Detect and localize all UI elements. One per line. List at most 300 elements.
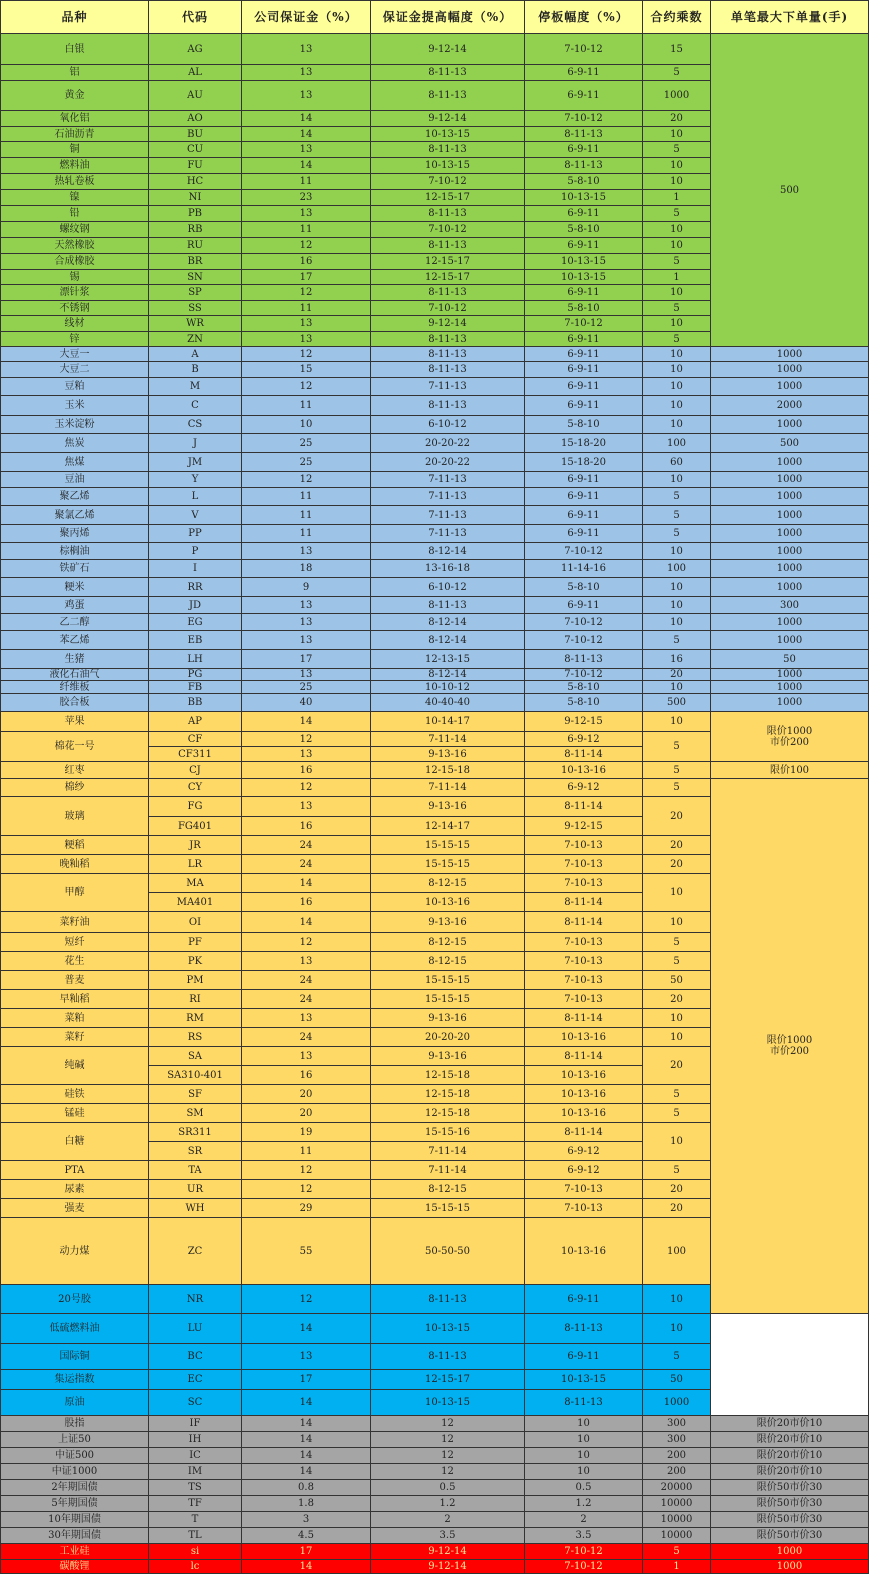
margin-raise-cell: 8-12-14 xyxy=(371,614,525,631)
variety-cell: 工业硅 xyxy=(1,1544,149,1560)
multiplier-cell: 5 xyxy=(643,952,711,971)
margin-cell: 11 xyxy=(242,301,371,316)
max-order-cell: 限价20市价10 xyxy=(711,1464,869,1480)
multiplier-cell: 300 xyxy=(643,1416,711,1432)
variety-cell: 原油 xyxy=(1,1390,149,1416)
margin-raise-cell: 2 xyxy=(371,1512,525,1528)
variety-cell: 花生 xyxy=(1,952,149,971)
margin-cell: 11 xyxy=(242,506,371,525)
table-row xyxy=(1,347,869,362)
multiplier-cell: 200 xyxy=(643,1448,711,1464)
multiplier-cell: 200 xyxy=(643,1464,711,1480)
margin-raise-cell: 8-12-15 xyxy=(371,952,525,971)
price-limit-cell: 8-11-14 xyxy=(525,1047,643,1066)
code-cell: CY xyxy=(149,779,242,797)
code-cell: SP xyxy=(149,285,242,301)
variety-cell: 豆油 xyxy=(1,472,149,488)
margin-raise-cell: 10-13-16 xyxy=(371,893,525,912)
variety-cell: 粳米 xyxy=(1,578,149,597)
table-row xyxy=(1,362,869,378)
margin-cell: 14 xyxy=(242,158,371,174)
code-cell: HC xyxy=(149,174,242,190)
price-limit-cell: 10-13-16 xyxy=(525,1218,643,1285)
price-limit-cell: 10-13-15 xyxy=(525,190,643,206)
margin-cell: 13 xyxy=(242,142,371,158)
margin-cell: 12 xyxy=(242,285,371,301)
price-limit-cell: 5-8-10 xyxy=(525,416,643,434)
variety-cell: 漂针浆 xyxy=(1,285,149,301)
price-limit-cell: 15-18-20 xyxy=(525,453,643,472)
table-row xyxy=(1,681,869,694)
code-cell: EC xyxy=(149,1370,242,1390)
margin-cell: 12 xyxy=(242,1285,371,1314)
price-limit-cell: 7-10-13 xyxy=(525,990,643,1009)
multiplier-cell: 5 xyxy=(643,488,711,506)
table-row xyxy=(1,1314,869,1344)
price-limit-cell: 3.5 xyxy=(525,1528,643,1544)
max-order-cell: 1000 xyxy=(711,506,869,525)
margin-raise-cell: 9-13-16 xyxy=(371,1047,525,1066)
multiplier-cell: 20 xyxy=(643,111,711,127)
variety-cell: 铜 xyxy=(1,142,149,158)
variety-cell: 黄金 xyxy=(1,81,149,111)
price-limit-cell: 7-10-12 xyxy=(525,631,643,650)
table-row xyxy=(1,525,869,543)
multiplier-cell: 5 xyxy=(643,762,711,779)
variety-cell: 国际铜 xyxy=(1,1344,149,1370)
table-row xyxy=(1,434,869,453)
multiplier-cell: 5 xyxy=(643,332,711,347)
price-limit-cell: 6-9-11 xyxy=(525,1285,643,1314)
code-cell: AU xyxy=(149,81,242,111)
price-limit-cell: 7-10-12 xyxy=(525,543,643,560)
variety-cell: 菜籽油 xyxy=(1,912,149,933)
variety-cell: 棉花一号 xyxy=(1,732,149,762)
price-limit-cell: 5-8-10 xyxy=(525,301,643,316)
margin-cell: 20 xyxy=(242,1085,371,1104)
margin-cell: 14 xyxy=(242,912,371,933)
margin-cell: 14 xyxy=(242,1416,371,1432)
code-cell: si xyxy=(149,1544,242,1560)
price-limit-cell: 2 xyxy=(525,1512,643,1528)
multiplier-cell: 500 xyxy=(643,694,711,712)
margin-cell: 25 xyxy=(242,453,371,472)
margin-raise-cell: 12 xyxy=(371,1464,525,1480)
code-cell: RI xyxy=(149,990,242,1009)
multiplier-cell: 5 xyxy=(643,631,711,650)
max-order-cell: 500 xyxy=(711,434,869,453)
variety-cell: 乙二醇 xyxy=(1,614,149,631)
variety-cell: 低硫燃料油 xyxy=(1,1314,149,1344)
max-order-cell: 1000 xyxy=(711,669,869,681)
multiplier-cell: 10 xyxy=(643,1285,711,1314)
code-cell: P xyxy=(149,543,242,560)
price-limit-cell: 8-11-14 xyxy=(525,893,643,912)
margin-cell: 17 xyxy=(242,270,371,285)
margin-raise-cell: 40-40-40 xyxy=(371,694,525,712)
price-limit-cell: 10-13-15 xyxy=(525,1370,643,1390)
variety-cell: 白银 xyxy=(1,34,149,65)
multiplier-cell: 20 xyxy=(643,990,711,1009)
margin-raise-cell: 12-14-17 xyxy=(371,817,525,836)
max-order-cell: 1000 xyxy=(711,525,869,543)
margin-raise-cell: 12 xyxy=(371,1416,525,1432)
margin-cell: 17 xyxy=(242,1370,371,1390)
code-cell: UR xyxy=(149,1180,242,1199)
code-cell: RM xyxy=(149,1009,242,1028)
variety-cell: 螺纹钢 xyxy=(1,222,149,238)
variety-cell: 早籼稻 xyxy=(1,990,149,1009)
table-row xyxy=(1,1344,869,1370)
price-limit-cell: 6-9-11 xyxy=(525,332,643,347)
margin-raise-cell: 9-13-16 xyxy=(371,797,525,817)
variety-cell: 30年期国债 xyxy=(1,1528,149,1544)
multiplier-cell: 5 xyxy=(643,301,711,316)
header-row xyxy=(1,1,869,34)
price-limit-cell: 6-9-11 xyxy=(525,472,643,488)
price-limit-cell: 8-11-13 xyxy=(525,1314,643,1344)
price-limit-cell: 8-11-13 xyxy=(525,158,643,174)
price-limit-cell: 5-8-10 xyxy=(525,222,643,238)
multiplier-cell: 10 xyxy=(643,712,711,732)
multiplier-cell: 5 xyxy=(643,525,711,543)
variety-cell: 尿素 xyxy=(1,1180,149,1199)
multiplier-cell: 10 xyxy=(643,597,711,614)
code-cell: TS xyxy=(149,1480,242,1496)
margin-cell: 15 xyxy=(242,362,371,378)
table-row xyxy=(1,1416,869,1432)
margin-raise-cell: 12-15-17 xyxy=(371,1370,525,1390)
price-limit-cell: 6-9-12 xyxy=(525,1142,643,1161)
variety-cell: 强麦 xyxy=(1,1199,149,1218)
code-cell: B xyxy=(149,362,242,378)
margin-cell: 13 xyxy=(242,952,371,971)
table-row xyxy=(1,1464,869,1480)
code-cell: A xyxy=(149,347,242,362)
multiplier-cell: 10 xyxy=(643,681,711,694)
variety-cell: 5年期国债 xyxy=(1,1496,149,1512)
margin-raise-cell: 8-11-13 xyxy=(371,1285,525,1314)
margin-raise-cell: 8-11-13 xyxy=(371,238,525,254)
margin-raise-cell: 0.5 xyxy=(371,1480,525,1496)
margin-raise-cell: 12-15-17 xyxy=(371,254,525,270)
margin-cell: 12 xyxy=(242,347,371,362)
code-cell: BR xyxy=(149,254,242,270)
margin-raise-cell: 8-11-13 xyxy=(371,597,525,614)
margin-cell: 13 xyxy=(242,65,371,81)
table-row xyxy=(1,1560,869,1574)
margin-cell: 13 xyxy=(242,669,371,681)
margin-raise-cell: 8-11-13 xyxy=(371,1344,525,1370)
margin-raise-cell: 8-11-13 xyxy=(371,142,525,158)
variety-cell: 不锈钢 xyxy=(1,301,149,316)
max-order-cell: 1000 xyxy=(711,681,869,694)
variety-cell: 集运指数 xyxy=(1,1370,149,1390)
header-company-margin: 公司保证金（%） xyxy=(242,1,371,34)
margin-cell: 4.5 xyxy=(242,1528,371,1544)
variety-cell: 粳稻 xyxy=(1,836,149,855)
code-cell: WR xyxy=(149,316,242,332)
multiplier-cell: 100 xyxy=(643,560,711,578)
code-cell: WH xyxy=(149,1199,242,1218)
code-cell: BU xyxy=(149,127,242,142)
price-limit-cell: 6-9-12 xyxy=(525,732,643,747)
code-cell: SA xyxy=(149,1047,242,1066)
margin-raise-cell: 12-15-18 xyxy=(371,1104,525,1123)
multiplier-cell: 10 xyxy=(643,1123,711,1161)
price-limit-cell: 10 xyxy=(525,1416,643,1432)
variety-cell: 普麦 xyxy=(1,971,149,990)
header-price-limit: 停板幅度（%） xyxy=(525,1,643,34)
margin-raise-cell: 7-11-13 xyxy=(371,488,525,506)
table-row xyxy=(1,597,869,614)
multiplier-cell: 5 xyxy=(643,732,711,762)
margin-cell: 11 xyxy=(242,525,371,543)
margin-cell: 9 xyxy=(242,578,371,597)
price-limit-cell: 6-9-11 xyxy=(525,238,643,254)
multiplier-cell: 5 xyxy=(643,779,711,797)
price-limit-cell: 9-12-15 xyxy=(525,817,643,836)
code-cell: V xyxy=(149,506,242,525)
table-row xyxy=(1,1544,869,1560)
multiplier-cell: 10 xyxy=(643,158,711,174)
variety-cell: 白糖 xyxy=(1,1123,149,1161)
multiplier-cell: 10 xyxy=(643,416,711,434)
header-multiplier: 合约乘数 xyxy=(643,1,711,34)
margin-cell: 14 xyxy=(242,1432,371,1448)
code-cell: MA xyxy=(149,874,242,893)
code-cell: MA401 xyxy=(149,893,242,912)
margin-raise-cell: 15-15-15 xyxy=(371,836,525,855)
code-cell: IF xyxy=(149,1416,242,1432)
code-cell: RR xyxy=(149,578,242,597)
code-cell: AL xyxy=(149,65,242,81)
margin-raise-cell: 12-13-15 xyxy=(371,650,525,669)
margin-cell: 11 xyxy=(242,1142,371,1161)
table-row xyxy=(1,631,869,650)
code-cell: LH xyxy=(149,650,242,669)
code-cell: CF311 xyxy=(149,747,242,762)
margin-raise-cell: 15-15-16 xyxy=(371,1123,525,1142)
table-row xyxy=(1,1390,869,1416)
variety-cell: 玻璃 xyxy=(1,797,149,836)
multiplier-cell: 15 xyxy=(643,34,711,65)
code-cell: RU xyxy=(149,238,242,254)
variety-cell: 铝 xyxy=(1,65,149,81)
max-order-cell: 1000 xyxy=(711,543,869,560)
margin-raise-cell: 12 xyxy=(371,1432,525,1448)
multiplier-cell: 300 xyxy=(643,1432,711,1448)
table-row xyxy=(1,1432,869,1448)
variety-cell: 热轧卷板 xyxy=(1,174,149,190)
margin-raise-cell: 3.5 xyxy=(371,1528,525,1544)
margin-cell: 13 xyxy=(242,316,371,332)
margin-cell: 14 xyxy=(242,1314,371,1344)
margin-raise-cell: 8-12-15 xyxy=(371,874,525,893)
max-order-cell: 1000 xyxy=(711,347,869,362)
max-order-cell: 1000 xyxy=(711,416,869,434)
max-order-cell: 2000 xyxy=(711,396,869,416)
code-cell: JM xyxy=(149,453,242,472)
margin-raise-cell: 9-12-14 xyxy=(371,111,525,127)
variety-cell: 焦煤 xyxy=(1,453,149,472)
max-order-cell: 1000 xyxy=(711,453,869,472)
margin-cell: 29 xyxy=(242,1199,371,1218)
margin-cell: 24 xyxy=(242,855,371,874)
multiplier-cell: 5 xyxy=(643,142,711,158)
code-cell: M xyxy=(149,378,242,396)
margin-cell: 17 xyxy=(242,650,371,669)
price-limit-cell: 7-10-12 xyxy=(525,1560,643,1574)
multiplier-cell: 10 xyxy=(643,1009,711,1028)
margin-raise-cell: 8-12-15 xyxy=(371,1180,525,1199)
multiplier-cell: 5 xyxy=(643,1344,711,1370)
code-cell: RS xyxy=(149,1028,242,1047)
header-code: 代码 xyxy=(149,1,242,34)
code-cell: JD xyxy=(149,597,242,614)
margin-cell: 20 xyxy=(242,1104,371,1123)
margin-cell: 25 xyxy=(242,681,371,694)
margin-raise-cell: 7-10-12 xyxy=(371,222,525,238)
code-cell: FB xyxy=(149,681,242,694)
variety-cell: 中证1000 xyxy=(1,1464,149,1480)
price-limit-cell: 6-9-11 xyxy=(525,597,643,614)
code-cell: RB xyxy=(149,222,242,238)
price-limit-cell: 6-9-11 xyxy=(525,206,643,222)
margin-cell: 14 xyxy=(242,127,371,142)
margin-cell: 14 xyxy=(242,1560,371,1574)
price-limit-cell: 7-10-13 xyxy=(525,1180,643,1199)
price-limit-cell: 6-9-11 xyxy=(525,65,643,81)
price-limit-cell: 10-13-16 xyxy=(525,1104,643,1123)
code-cell: AO xyxy=(149,111,242,127)
margin-cell: 16 xyxy=(242,254,371,270)
margin-raise-cell: 8-12-14 xyxy=(371,669,525,681)
variety-cell: 动力煤 xyxy=(1,1218,149,1285)
code-cell: NI xyxy=(149,190,242,206)
margin-raise-cell: 10-13-15 xyxy=(371,1390,525,1416)
margin-cell: 11 xyxy=(242,396,371,416)
margin-raise-cell: 10-14-17 xyxy=(371,712,525,732)
margin-raise-cell: 7-11-14 xyxy=(371,779,525,797)
variety-cell: 天然橡胶 xyxy=(1,238,149,254)
margin-cell: 12 xyxy=(242,933,371,952)
margin-raise-cell: 9-12-14 xyxy=(371,34,525,65)
margin-raise-cell: 6-10-12 xyxy=(371,578,525,597)
price-limit-cell: 5-8-10 xyxy=(525,174,643,190)
price-limit-cell: 6-9-12 xyxy=(525,779,643,797)
code-cell: PF xyxy=(149,933,242,952)
code-cell: BC xyxy=(149,1344,242,1370)
variety-cell: 焦炭 xyxy=(1,434,149,453)
code-cell: TA xyxy=(149,1161,242,1180)
max-order-cell: 限价20市价10 xyxy=(711,1448,869,1464)
price-limit-cell: 7-10-13 xyxy=(525,874,643,893)
margin-cell: 24 xyxy=(242,836,371,855)
code-cell: CJ xyxy=(149,762,242,779)
margin-raise-cell: 15-15-15 xyxy=(371,855,525,874)
price-limit-cell: 7-10-13 xyxy=(525,836,643,855)
margin-raise-cell: 8-12-15 xyxy=(371,933,525,952)
table-row xyxy=(1,34,869,65)
multiplier-cell: 5 xyxy=(643,506,711,525)
variety-cell: 液化石油气 xyxy=(1,669,149,681)
margin-cell: 13 xyxy=(242,597,371,614)
multiplier-cell: 10 xyxy=(643,543,711,560)
price-limit-cell: 10-13-15 xyxy=(525,254,643,270)
code-cell: Y xyxy=(149,472,242,488)
variety-cell: 晚籼稻 xyxy=(1,855,149,874)
variety-cell: 菜粕 xyxy=(1,1009,149,1028)
price-limit-cell: 11-14-16 xyxy=(525,560,643,578)
margin-cell: 24 xyxy=(242,971,371,990)
price-limit-cell: 9-12-15 xyxy=(525,712,643,732)
margin-cell: 16 xyxy=(242,1066,371,1085)
max-order-cell: 1000 xyxy=(711,1560,869,1574)
margin-raise-cell: 12-15-17 xyxy=(371,270,525,285)
price-limit-cell: 8-11-14 xyxy=(525,797,643,817)
max-order-cell: 1000 xyxy=(711,378,869,396)
margin-raise-cell: 7-11-14 xyxy=(371,732,525,747)
multiplier-cell: 10 xyxy=(643,238,711,254)
margin-cell: 14 xyxy=(242,874,371,893)
variety-cell: 聚氯乙烯 xyxy=(1,506,149,525)
margin-cell: 14 xyxy=(242,1464,371,1480)
variety-cell: 大豆一 xyxy=(1,347,149,362)
variety-cell: 锰硅 xyxy=(1,1104,149,1123)
code-cell: PB xyxy=(149,206,242,222)
price-limit-cell: 7-10-12 xyxy=(525,669,643,681)
margin-raise-cell: 15-15-15 xyxy=(371,990,525,1009)
max-order-cell: 1000 xyxy=(711,614,869,631)
code-cell: SA310-401 xyxy=(149,1066,242,1085)
variety-cell: 锌 xyxy=(1,332,149,347)
code-cell: IH xyxy=(149,1432,242,1448)
code-cell: FG xyxy=(149,797,242,817)
variety-cell: 锡 xyxy=(1,270,149,285)
code-cell: LR xyxy=(149,855,242,874)
code-cell: lc xyxy=(149,1560,242,1574)
multiplier-cell: 1 xyxy=(643,190,711,206)
margin-cell: 16 xyxy=(242,762,371,779)
max-order-cell: 1000 xyxy=(711,362,869,378)
multiplier-cell: 60 xyxy=(643,453,711,472)
table-row xyxy=(1,614,869,631)
margin-raise-cell: 13-16-18 xyxy=(371,560,525,578)
variety-cell: 甲醇 xyxy=(1,874,149,912)
variety-cell: 铁矿石 xyxy=(1,560,149,578)
code-cell: CF xyxy=(149,732,242,747)
max-order-cell: 限价100 xyxy=(711,762,869,779)
table-row xyxy=(1,560,869,578)
multiplier-cell: 5 xyxy=(643,206,711,222)
table-row xyxy=(1,1480,869,1496)
variety-cell: 苹果 xyxy=(1,712,149,732)
margin-cell: 13 xyxy=(242,1344,371,1370)
code-cell: EG xyxy=(149,614,242,631)
price-limit-cell: 6-9-11 xyxy=(525,488,643,506)
header-max-order: 单笔最大下单量(手) xyxy=(711,1,869,34)
multiplier-cell: 10000 xyxy=(643,1528,711,1544)
multiplier-cell: 50 xyxy=(643,971,711,990)
multiplier-cell: 10 xyxy=(643,316,711,332)
margin-cell: 18 xyxy=(242,560,371,578)
table-row xyxy=(1,1370,869,1390)
margin-cell: 13 xyxy=(242,1047,371,1066)
multiplier-cell: 10 xyxy=(643,912,711,933)
price-limit-cell: 8-11-13 xyxy=(525,127,643,142)
margin-raise-cell: 15-15-15 xyxy=(371,1199,525,1218)
